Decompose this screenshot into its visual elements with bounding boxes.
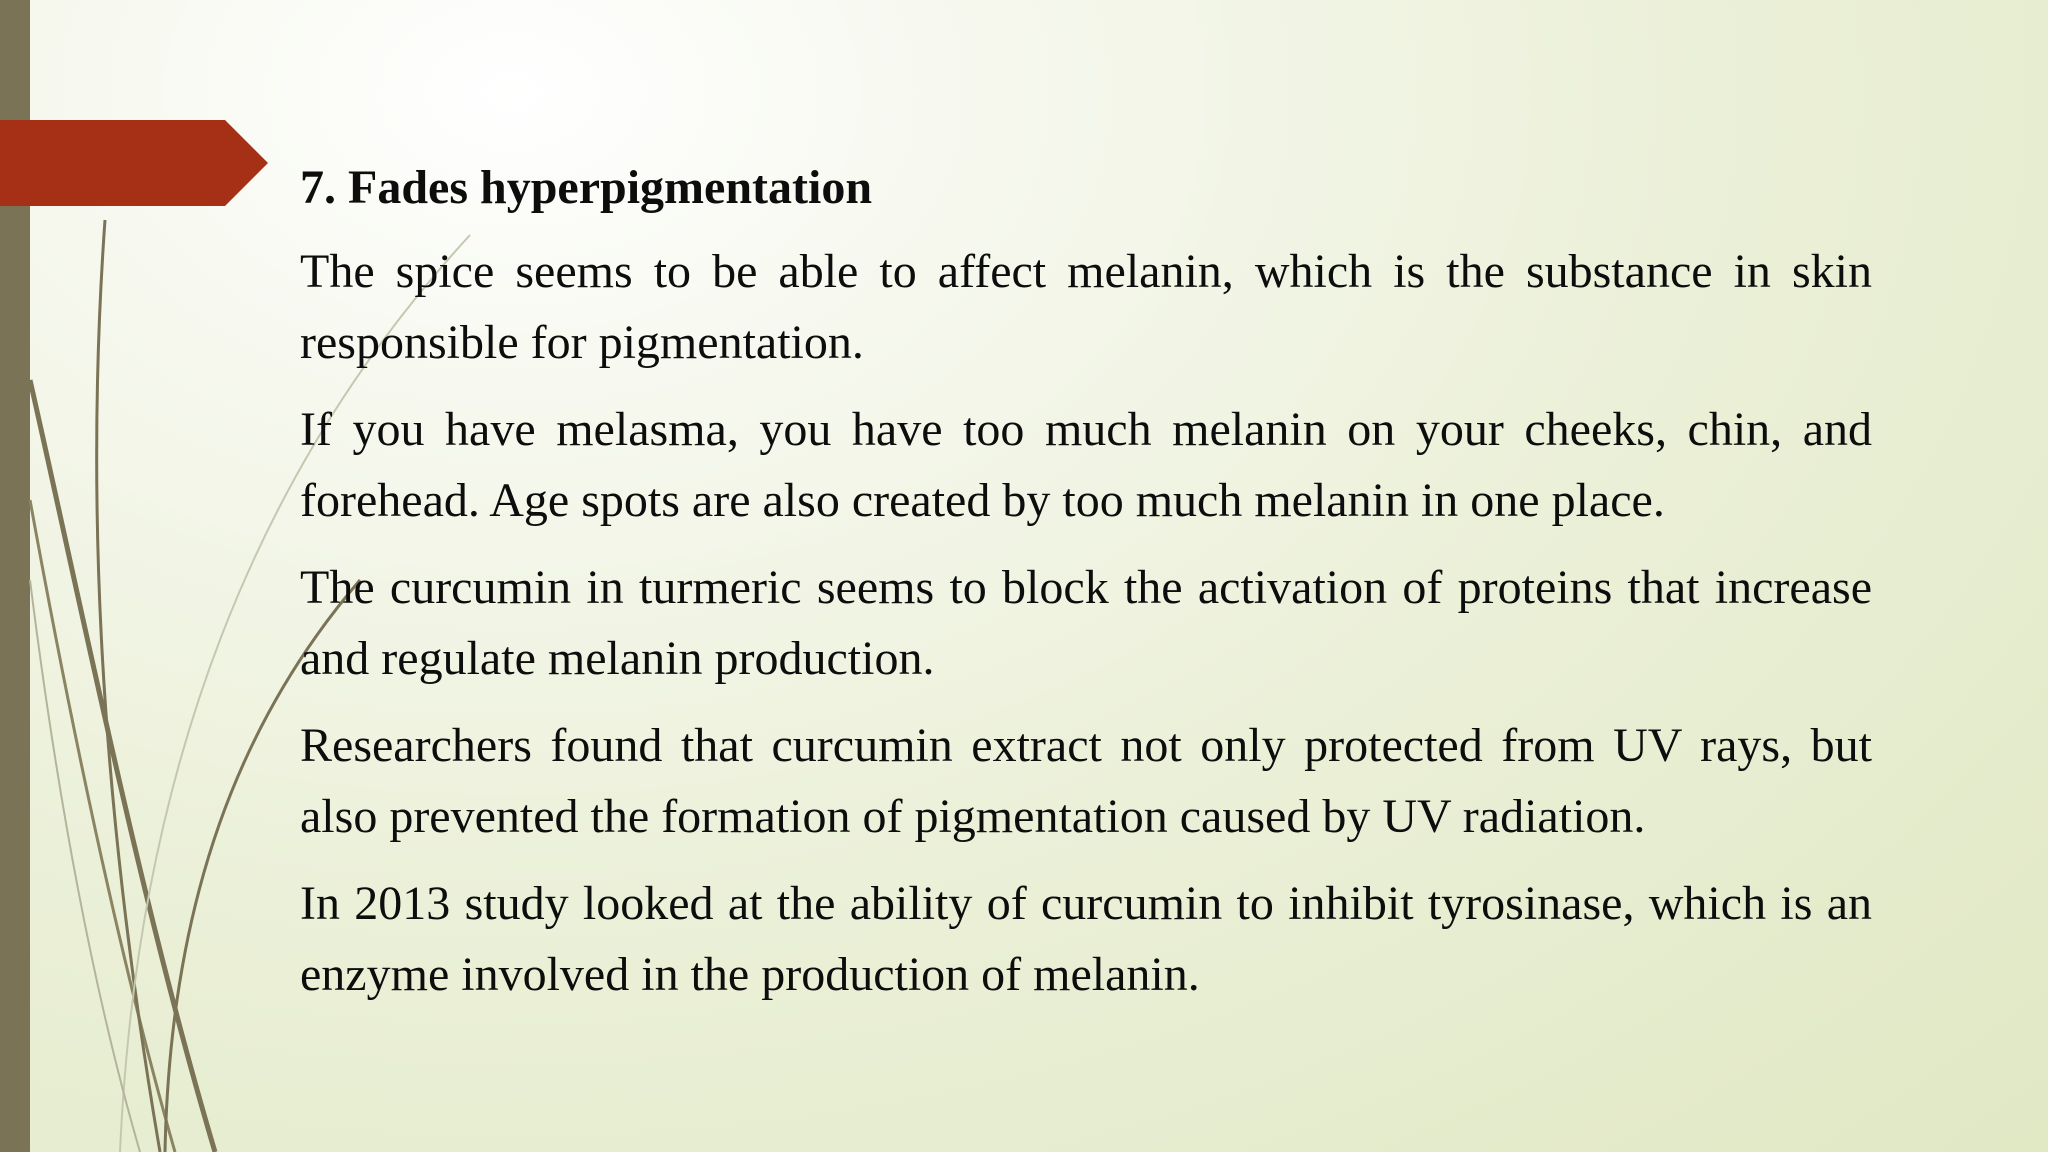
- paragraph-study: In 2013 study looked at the ability of curcumin to inhibit tyrosinase, which is an enzyme involved in the production of melanin.: [300, 877, 1872, 1001]
- slide-content: [300, 158, 1872, 1026]
- slide-title: 7. Fades hyperpigmentation: [300, 161, 873, 214]
- title-arrow-shape: [0, 120, 270, 206]
- paragraph-melasma: If you have melasma, you have too much melanin on your cheeks, chin, and forehead. Age spots are also created by too much melanin in one place.: [300, 403, 1872, 527]
- paragraph-curcumin: The curcumin in turmeric seems to block the activation of proteins that increase and regulate melanin production.: [300, 561, 1872, 685]
- paragraph-researchers: Researchers found that curcumin extract not only protected from UV rays, but also prevented the formation of pigmentation caused by UV radiation.: [300, 719, 1872, 843]
- paragraph-melanin: The spice seems to be able to affect melanin, which is the substance in skin responsible for pigmentation.: [300, 245, 1872, 369]
